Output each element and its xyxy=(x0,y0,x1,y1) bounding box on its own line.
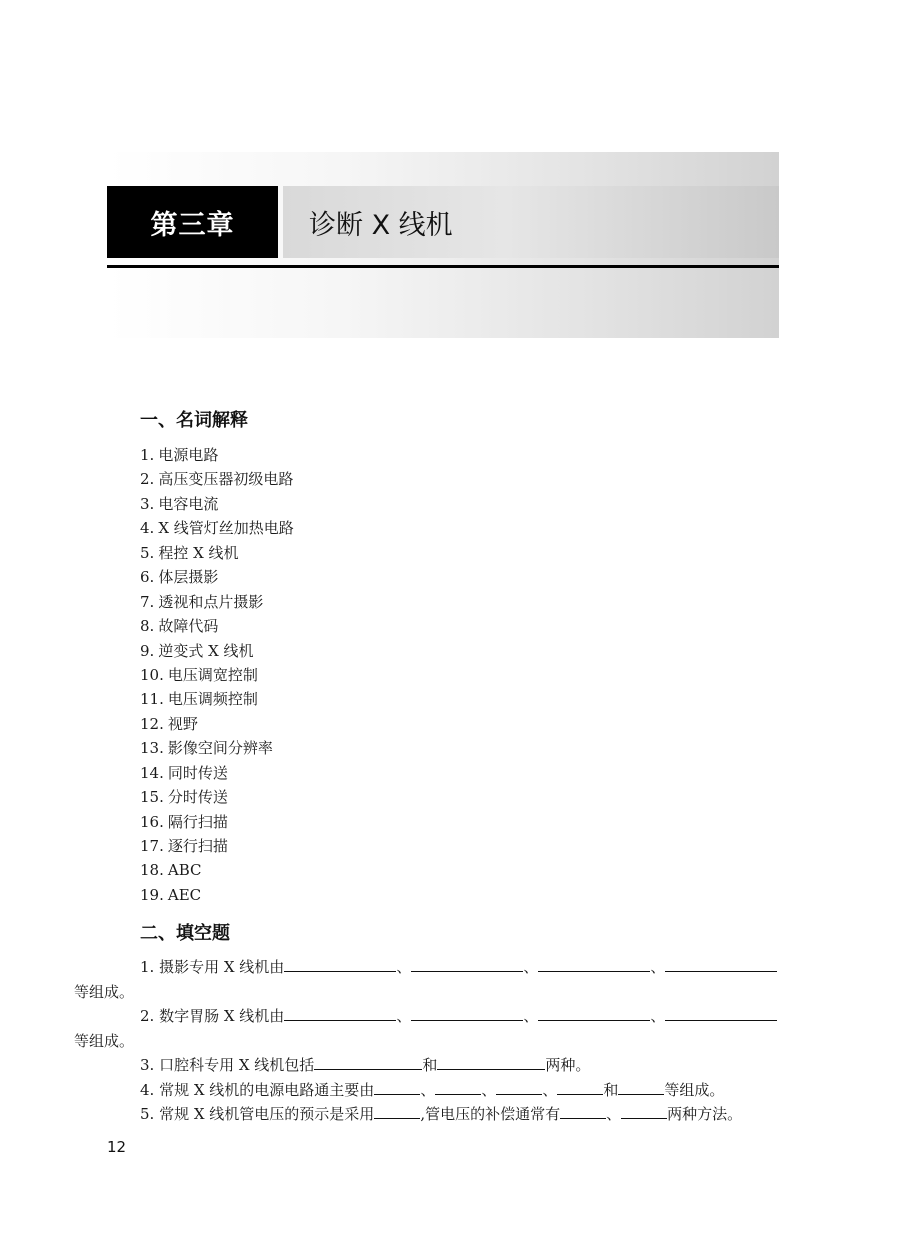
answer-blank[interactable] xyxy=(665,956,777,972)
term-text: 故障代码 xyxy=(158,617,219,636)
term-item xyxy=(140,639,294,663)
term-number: 16. xyxy=(140,812,164,831)
term-number: 8. xyxy=(140,617,155,636)
term-text: ABC xyxy=(167,861,202,880)
term-item xyxy=(140,883,294,907)
term-text: X 线管灯丝加热电路 xyxy=(158,519,294,538)
answer-blank[interactable] xyxy=(437,1054,545,1070)
term-text: 影像空间分辨率 xyxy=(167,739,273,758)
term-text: 程控 X 线机 xyxy=(158,543,239,562)
answer-blank[interactable] xyxy=(618,1079,664,1095)
answer-blank[interactable] xyxy=(284,1005,396,1021)
term-number: 12. xyxy=(140,714,164,733)
term-text: 电压调宽控制 xyxy=(167,665,258,684)
answer-blank[interactable] xyxy=(284,956,396,972)
question-3: 3. 口腔科专用 X 线机包括 和 两种。 xyxy=(140,1056,591,1074)
term-number: 3. xyxy=(140,494,155,513)
term-item xyxy=(140,687,294,711)
term-text: 隔行扫描 xyxy=(167,812,228,831)
term-item xyxy=(140,590,294,614)
question-2: 2. 数字胃肠 X 线机由 、 、 、 等组成。 xyxy=(107,1004,779,1053)
term-number: 6. xyxy=(140,568,155,587)
term-number: 5. xyxy=(140,543,155,562)
term-item xyxy=(140,785,294,809)
term-item xyxy=(140,663,294,687)
section-heading-terms: 一、名词解释 xyxy=(140,410,248,431)
term-number: 1. xyxy=(140,446,155,464)
question-5: 5. 常规 X 线机管电压的预示是采用 ,管电压的补偿通常有 、 两种方法。 xyxy=(140,1105,743,1123)
term-item xyxy=(140,443,294,467)
answer-blank[interactable] xyxy=(374,1079,420,1095)
answer-blank[interactable] xyxy=(435,1079,481,1095)
term-text: 视野 xyxy=(167,714,198,733)
term-item xyxy=(140,810,294,834)
answer-blank[interactable] xyxy=(496,1079,542,1095)
page-number: 12 xyxy=(107,1138,127,1156)
answer-blank[interactable] xyxy=(538,1005,650,1021)
chapter-title: 诊断 X 线机 xyxy=(283,186,779,258)
term-text: 分时传送 xyxy=(167,788,228,807)
term-item xyxy=(140,858,294,882)
term-item xyxy=(140,736,294,760)
chapter-label: 第三章 xyxy=(107,186,278,258)
term-number: 17. xyxy=(140,837,164,855)
term-item xyxy=(140,761,294,785)
question-1: 1. 摄影专用 X 线机由 、 、 、 等组成。 xyxy=(107,955,779,1004)
answer-blank[interactable] xyxy=(411,956,523,972)
term-item xyxy=(140,516,294,540)
term-item xyxy=(140,712,294,736)
term-item xyxy=(140,565,294,589)
term-text: 同时传送 xyxy=(167,763,228,782)
term-text: 电压调频控制 xyxy=(167,690,258,709)
term-list xyxy=(140,443,294,907)
term-number: 11. xyxy=(140,690,164,709)
answer-blank[interactable] xyxy=(665,1005,777,1021)
term-item xyxy=(140,467,294,491)
answer-blank[interactable] xyxy=(538,956,650,972)
answer-blank[interactable] xyxy=(411,1005,523,1021)
term-number: 13. xyxy=(140,739,164,758)
question-4: 4. 常规 X 线机的电源电路通主要由 、 、 、 和 等组成。 xyxy=(140,1080,725,1099)
term-number: 4. xyxy=(140,519,155,538)
answer-blank[interactable] xyxy=(374,1103,420,1119)
term-text: 逆变式 X 线机 xyxy=(158,641,254,660)
term-number: 19. xyxy=(140,885,164,904)
term-number: 18. xyxy=(140,861,164,880)
term-text: 电源电路 xyxy=(158,446,219,464)
answer-blank[interactable] xyxy=(621,1103,667,1119)
term-text: 透视和点片摄影 xyxy=(158,592,264,611)
term-number: 7. xyxy=(140,592,155,611)
term-item xyxy=(140,492,294,516)
term-text: 逐行扫描 xyxy=(167,837,228,855)
term-text: AEC xyxy=(167,885,202,904)
answer-blank[interactable] xyxy=(557,1079,603,1095)
term-number: 2. xyxy=(140,470,155,489)
chapter-divider xyxy=(107,265,779,268)
term-number: 10. xyxy=(140,665,164,684)
term-number: 15. xyxy=(140,788,164,807)
term-item xyxy=(140,541,294,565)
answer-blank[interactable] xyxy=(314,1054,422,1070)
answer-blank[interactable] xyxy=(560,1103,606,1119)
term-number: 14. xyxy=(140,763,164,782)
term-number: 9. xyxy=(140,641,155,660)
term-text: 电容电流 xyxy=(158,494,219,513)
term-text: 高压变压器初级电路 xyxy=(158,470,294,489)
term-item xyxy=(140,834,294,858)
fill-in-questions xyxy=(74,955,779,1127)
term-item xyxy=(140,614,294,638)
term-text: 体层摄影 xyxy=(158,568,219,587)
section-heading-fill-in: 二、填空题 xyxy=(140,923,230,944)
